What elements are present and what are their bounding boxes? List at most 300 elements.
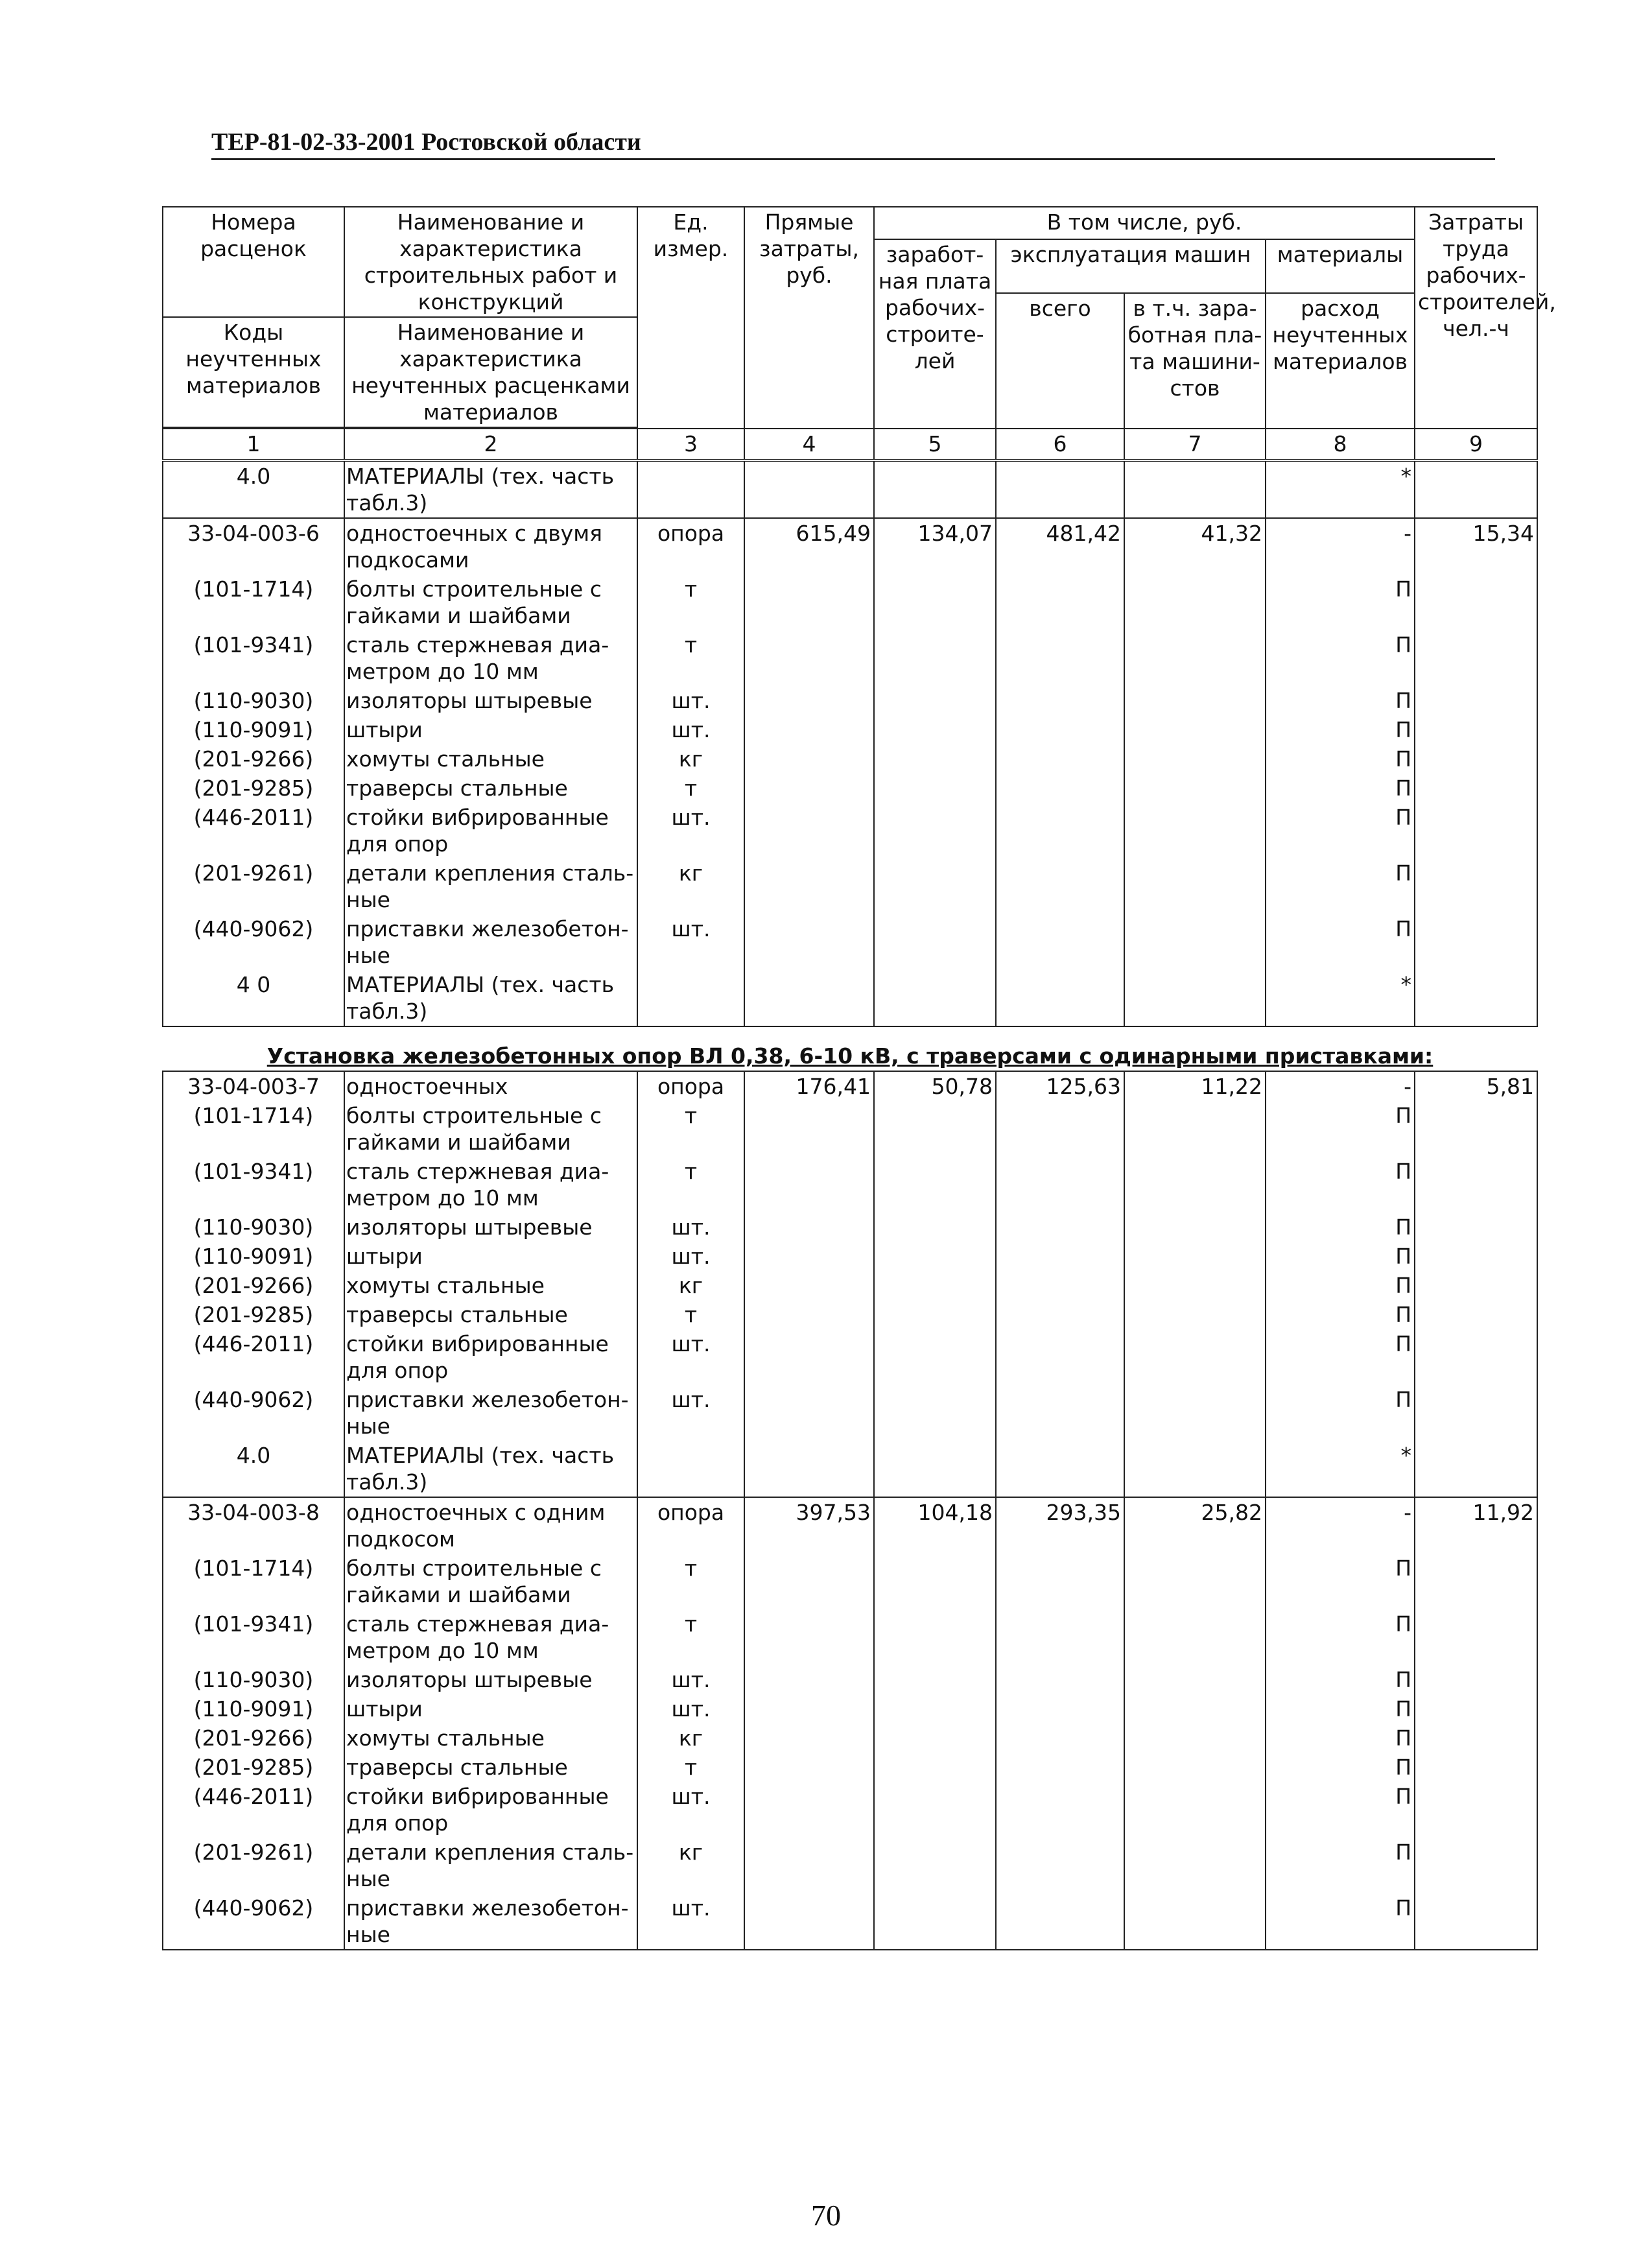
rate-code: (446-2011)	[163, 1329, 344, 1385]
wage-cell	[874, 970, 996, 1026]
table-row	[163, 858, 1537, 914]
wage-cell	[874, 1753, 996, 1782]
labor-cell	[1415, 1554, 1537, 1609]
rate-code: (110-9030)	[163, 1213, 344, 1242]
materials-cell: П	[1266, 1300, 1415, 1329]
materials-cell: П	[1266, 715, 1415, 744]
direct-cost-cell	[744, 1441, 874, 1497]
item-name: приставки железобетон-ные	[344, 914, 637, 970]
direct-cost-cell	[744, 574, 874, 630]
item-name: одностоечных с одним подкосом	[344, 1497, 637, 1554]
table-row	[163, 1101, 1537, 1157]
wage-cell	[874, 1385, 996, 1441]
labor-cell	[1415, 744, 1537, 774]
wage-cell	[874, 630, 996, 686]
table-row	[163, 686, 1537, 715]
unit-cell: шт.	[637, 715, 744, 744]
machinist-wage-cell	[1124, 1329, 1266, 1385]
machine-cost-cell	[996, 1694, 1124, 1723]
materials-cell: П	[1266, 1213, 1415, 1242]
materials-cell: П	[1266, 1385, 1415, 1441]
wage-cell	[874, 1329, 996, 1385]
wage-cell	[874, 574, 996, 630]
labor-cell	[1415, 914, 1537, 970]
labor-cell	[1415, 1609, 1537, 1665]
rate-code: 33-04-003-7	[163, 1071, 344, 1101]
materials-cell: П	[1266, 1723, 1415, 1753]
direct-cost-cell: 397,53	[744, 1497, 874, 1554]
materials-cell: П	[1266, 686, 1415, 715]
labor-cell	[1415, 1782, 1537, 1838]
direct-cost-cell	[744, 1329, 874, 1385]
machine-cost-cell	[996, 1782, 1124, 1838]
unit-cell: кг	[637, 858, 744, 914]
machine-cost-cell: 125,63	[996, 1071, 1124, 1101]
item-name: болты строительные с гайками и шайбами	[344, 574, 637, 630]
machinist-wage-cell	[1124, 1554, 1266, 1609]
machine-cost-cell	[996, 1329, 1124, 1385]
direct-cost-cell	[744, 744, 874, 774]
unit-cell: кг	[637, 1838, 744, 1893]
direct-cost-cell	[744, 1300, 874, 1329]
direct-cost-cell	[744, 1694, 874, 1723]
rate-code: 33-04-003-8	[163, 1497, 344, 1554]
wage-cell: 50,78	[874, 1071, 996, 1101]
machine-cost-cell	[996, 1157, 1124, 1213]
machine-cost-cell	[996, 630, 1124, 686]
materials-cell: П	[1266, 1782, 1415, 1838]
wage-cell	[874, 715, 996, 744]
table-body	[163, 460, 1537, 1950]
unit-cell: т	[637, 1157, 744, 1213]
item-name: хомуты стальные	[344, 1271, 637, 1300]
machinist-wage-cell	[1124, 1271, 1266, 1300]
unit-cell: шт.	[637, 686, 744, 715]
machine-cost-cell	[996, 1893, 1124, 1950]
machine-cost-cell	[996, 1838, 1124, 1893]
direct-cost-cell	[744, 1753, 874, 1782]
machinist-wage-cell	[1124, 914, 1266, 970]
machinist-wage-cell	[1124, 1753, 1266, 1782]
wage-cell	[874, 1554, 996, 1609]
direct-cost-cell: 615,49	[744, 518, 874, 574]
column-number: 2	[344, 429, 637, 460]
rate-code: 4.0	[163, 460, 344, 518]
materials-cell: П	[1266, 774, 1415, 803]
wage-cell	[874, 1694, 996, 1723]
unit-cell: т	[637, 574, 744, 630]
materials-cell: П	[1266, 1271, 1415, 1300]
table-header	[163, 207, 1556, 460]
item-name: штыри	[344, 1242, 637, 1271]
machinist-wage-cell	[1124, 630, 1266, 686]
materials-cell: -	[1266, 1071, 1415, 1101]
table-row	[163, 1071, 1537, 1101]
rates-table	[162, 206, 1556, 1950]
column-number: 9	[1415, 429, 1537, 460]
labor-cell	[1415, 1271, 1537, 1300]
item-name: изоляторы штыревые	[344, 1213, 637, 1242]
item-name: стойки вибрированные для опор	[344, 1782, 637, 1838]
direct-cost-cell	[744, 1665, 874, 1694]
unit-cell: опора	[637, 518, 744, 574]
table-row	[163, 1893, 1537, 1950]
table-row	[163, 914, 1537, 970]
item-name: одностоечных с двумя подкосами	[344, 518, 637, 574]
item-name: хомуты стальные	[344, 744, 637, 774]
header-direct-costs: Прямые затраты, руб.	[744, 207, 874, 429]
column-number: 8	[1266, 429, 1415, 460]
wage-cell	[874, 803, 996, 858]
table-row	[163, 1300, 1537, 1329]
materials-cell: -	[1266, 518, 1415, 574]
materials-cell: П	[1266, 1893, 1415, 1950]
materials-cell: *	[1266, 970, 1415, 1026]
machinist-wage-cell	[1124, 1213, 1266, 1242]
wage-cell	[874, 914, 996, 970]
rate-code: (101-1714)	[163, 1101, 344, 1157]
header-machines-total: всего	[996, 293, 1124, 429]
unit-cell: шт.	[637, 1242, 744, 1271]
rate-code: (101-1714)	[163, 1554, 344, 1609]
machinist-wage-cell	[1124, 744, 1266, 774]
machine-cost-cell: 481,42	[996, 518, 1124, 574]
direct-cost-cell	[744, 630, 874, 686]
table-row	[163, 1665, 1537, 1694]
table-row	[163, 970, 1537, 1026]
machine-cost-cell	[996, 686, 1124, 715]
rate-code: 33-04-003-6	[163, 518, 344, 574]
rate-code: (101-9341)	[163, 1157, 344, 1213]
materials-cell: П	[1266, 1157, 1415, 1213]
machine-cost-cell	[996, 1242, 1124, 1271]
direct-cost-cell	[744, 1242, 874, 1271]
labor-cell	[1415, 1838, 1537, 1893]
wage-cell	[874, 1157, 996, 1213]
rate-code: 4.0	[163, 1441, 344, 1497]
machinist-wage-cell	[1124, 460, 1266, 518]
machine-cost-cell	[996, 858, 1124, 914]
unit-cell: т	[637, 1300, 744, 1329]
table-row	[163, 630, 1537, 686]
item-name: стойки вибрированные для опор	[344, 1329, 637, 1385]
item-name: траверсы стальные	[344, 774, 637, 803]
labor-cell	[1415, 1213, 1537, 1242]
wage-cell	[874, 686, 996, 715]
item-name: сталь стержневая диа-метром до 10 мм	[344, 1157, 637, 1213]
wage-cell	[874, 1893, 996, 1950]
table-row	[163, 1694, 1537, 1723]
materials-cell: П	[1266, 1838, 1415, 1893]
rate-code: (201-9285)	[163, 774, 344, 803]
rate-code: (110-9030)	[163, 686, 344, 715]
unit-cell: т	[637, 774, 744, 803]
machine-cost-cell	[996, 1609, 1124, 1665]
machinist-wage-cell	[1124, 1157, 1266, 1213]
unit-cell: кг	[637, 1723, 744, 1753]
table-row	[163, 1329, 1537, 1385]
item-name: МАТЕРИАЛЫ (тех. часть табл.3)	[344, 460, 637, 518]
header-rate-numbers: Номера расценок	[163, 207, 344, 317]
rate-code: (201-9266)	[163, 1271, 344, 1300]
labor-cell	[1415, 1157, 1537, 1213]
unit-cell: т	[637, 1554, 744, 1609]
direct-cost-cell	[744, 686, 874, 715]
unit-cell: шт.	[637, 1329, 744, 1385]
rate-code: (101-1714)	[163, 574, 344, 630]
machine-cost-cell	[996, 1385, 1124, 1441]
unit-cell: шт.	[637, 1893, 744, 1950]
table-row	[163, 1554, 1537, 1609]
machinist-wage-cell	[1124, 1694, 1266, 1723]
column-number: 3	[637, 429, 744, 460]
machinist-wage-cell	[1124, 774, 1266, 803]
unit-cell	[637, 1441, 744, 1497]
table-row	[163, 1385, 1537, 1441]
wage-cell	[874, 1782, 996, 1838]
table-row	[163, 1271, 1537, 1300]
table-row	[163, 518, 1537, 574]
direct-cost-cell	[744, 715, 874, 744]
machinist-wage-cell: 11,22	[1124, 1071, 1266, 1101]
wage-cell	[874, 744, 996, 774]
labor-cell	[1415, 460, 1537, 518]
item-name: болты строительные с гайками и шайбами	[344, 1101, 637, 1157]
materials-cell: П	[1266, 914, 1415, 970]
materials-cell: П	[1266, 1753, 1415, 1782]
table-row	[163, 1838, 1537, 1893]
column-number: 7	[1124, 429, 1266, 460]
item-name: детали крепления сталь-ные	[344, 858, 637, 914]
labor-cell	[1415, 1723, 1537, 1753]
labor-cell	[1415, 774, 1537, 803]
item-name: приставки железобетон-ные	[344, 1385, 637, 1441]
rate-code: (101-9341)	[163, 630, 344, 686]
wage-cell	[874, 1242, 996, 1271]
unit-cell: кг	[637, 744, 744, 774]
wage-cell	[874, 1838, 996, 1893]
wage-cell	[874, 858, 996, 914]
rate-code: (201-9285)	[163, 1300, 344, 1329]
rate-code: (201-9285)	[163, 1753, 344, 1782]
rate-code: (201-9261)	[163, 1838, 344, 1893]
direct-cost-cell	[744, 774, 874, 803]
header-materials: материалы	[1266, 239, 1415, 293]
machine-cost-cell	[996, 1213, 1124, 1242]
materials-cell: П	[1266, 1665, 1415, 1694]
materials-cell: П	[1266, 803, 1415, 858]
direct-cost-cell	[744, 1723, 874, 1753]
labor-cell	[1415, 630, 1537, 686]
machine-cost-cell	[996, 803, 1124, 858]
machinist-wage-cell	[1124, 970, 1266, 1026]
machinist-wage-cell	[1124, 1300, 1266, 1329]
unit-cell	[637, 460, 744, 518]
header-machine-operation: эксплуатация машин	[996, 239, 1266, 293]
labor-cell	[1415, 1694, 1537, 1723]
rate-code: (201-9266)	[163, 744, 344, 774]
machine-cost-cell	[996, 970, 1124, 1026]
machine-cost-cell	[996, 1271, 1124, 1300]
table-row	[163, 460, 1537, 518]
section-title: Установка железобетонных опор ВЛ 0,38, 6-10 кВ, с траверсами с одинарными приставками:	[163, 1026, 1537, 1071]
machine-cost-cell	[996, 715, 1124, 744]
machine-cost-cell	[996, 1753, 1124, 1782]
header-material-codes: Коды неучтенных материалов	[163, 317, 344, 427]
machine-cost-cell	[996, 914, 1124, 970]
direct-cost-cell	[744, 1554, 874, 1609]
table-row	[163, 803, 1537, 858]
item-name: стойки вибрированные для опор	[344, 803, 637, 858]
direct-cost-cell	[744, 858, 874, 914]
machine-cost-cell	[996, 460, 1124, 518]
item-name: детали крепления сталь-ные	[344, 1838, 637, 1893]
item-name: сталь стержневая диа-метром до 10 мм	[344, 1609, 637, 1665]
machinist-wage-cell	[1124, 1782, 1266, 1838]
materials-cell: П	[1266, 744, 1415, 774]
table-row	[163, 1497, 1537, 1554]
unit-cell: опора	[637, 1497, 744, 1554]
labor-cell	[1415, 858, 1537, 914]
table-row	[163, 1213, 1537, 1242]
machinist-wage-cell	[1124, 1242, 1266, 1271]
direct-cost-cell	[744, 803, 874, 858]
table-row	[163, 1723, 1537, 1753]
column-number: 1	[163, 429, 344, 460]
item-name: одностоечных	[344, 1071, 637, 1101]
unit-cell: кг	[637, 1271, 744, 1300]
column-numbers-row	[163, 429, 1537, 460]
table-row	[163, 774, 1537, 803]
rate-code: (110-9091)	[163, 715, 344, 744]
wage-cell	[874, 1300, 996, 1329]
machinist-wage-cell	[1124, 1893, 1266, 1950]
machinist-wage-cell	[1124, 1723, 1266, 1753]
item-name: хомуты стальные	[344, 1723, 637, 1753]
materials-cell: П	[1266, 1242, 1415, 1271]
machine-cost-cell	[996, 1723, 1124, 1753]
table-row	[163, 744, 1537, 774]
wage-cell	[874, 1271, 996, 1300]
item-name: изоляторы штыревые	[344, 1665, 637, 1694]
direct-cost-cell	[744, 1271, 874, 1300]
labor-cell	[1415, 1101, 1537, 1157]
labor-cell	[1415, 1753, 1537, 1782]
direct-cost-cell	[744, 1838, 874, 1893]
materials-cell: П	[1266, 574, 1415, 630]
machine-cost-cell	[996, 1101, 1124, 1157]
machinist-wage-cell	[1124, 574, 1266, 630]
wage-cell	[874, 1665, 996, 1694]
page-header: ТЕР-81-02-33-2001 Ростовской области	[211, 127, 1495, 160]
item-name: траверсы стальные	[344, 1300, 637, 1329]
direct-cost-cell	[744, 1609, 874, 1665]
section-row	[163, 1026, 1537, 1071]
rate-code: (446-2011)	[163, 1782, 344, 1838]
materials-cell: П	[1266, 858, 1415, 914]
direct-cost-cell	[744, 1213, 874, 1242]
rate-code: (201-9261)	[163, 858, 344, 914]
labor-cell	[1415, 970, 1537, 1026]
direct-cost-cell: 176,41	[744, 1071, 874, 1101]
materials-cell: П	[1266, 1101, 1415, 1157]
header-unit: Ед. измер.	[637, 207, 744, 429]
rate-code: (101-9341)	[163, 1609, 344, 1665]
materials-cell: П	[1266, 630, 1415, 686]
wage-cell: 104,18	[874, 1497, 996, 1554]
direct-cost-cell	[744, 1893, 874, 1950]
labor-cell	[1415, 1242, 1537, 1271]
unit-cell: т	[637, 630, 744, 686]
labor-cell: 11,92	[1415, 1497, 1537, 1554]
unit-cell: т	[637, 1609, 744, 1665]
table-row	[163, 1753, 1537, 1782]
rate-code: (440-9062)	[163, 914, 344, 970]
table-row	[163, 1157, 1537, 1213]
labor-cell	[1415, 1385, 1537, 1441]
item-name: МАТЕРИАЛЫ (тех. часть табл.3)	[344, 970, 637, 1026]
wage-cell	[874, 1441, 996, 1497]
item-name: штыри	[344, 715, 637, 744]
machinist-wage-cell	[1124, 1385, 1266, 1441]
machinist-wage-cell	[1124, 803, 1266, 858]
labor-cell	[1415, 1893, 1537, 1950]
labor-cell: 5,81	[1415, 1071, 1537, 1101]
machinist-wage-cell	[1124, 1665, 1266, 1694]
labor-cell	[1415, 1329, 1537, 1385]
table-row	[163, 574, 1537, 630]
materials-cell: П	[1266, 1694, 1415, 1723]
machine-cost-cell	[996, 1665, 1124, 1694]
wage-cell	[874, 1609, 996, 1665]
unit-cell: шт.	[637, 1694, 744, 1723]
labor-cell	[1415, 803, 1537, 858]
labor-cell	[1415, 574, 1537, 630]
rate-code: (110-9091)	[163, 1694, 344, 1723]
materials-cell: П	[1266, 1554, 1415, 1609]
direct-cost-cell	[744, 1157, 874, 1213]
item-name: МАТЕРИАЛЫ (тех. часть табл.3)	[344, 1441, 637, 1497]
column-number: 6	[996, 429, 1124, 460]
materials-cell: *	[1266, 460, 1415, 518]
labor-cell	[1415, 686, 1537, 715]
wage-cell	[874, 1723, 996, 1753]
machine-cost-cell	[996, 1441, 1124, 1497]
unit-cell: т	[637, 1753, 744, 1782]
rate-code: (201-9266)	[163, 1723, 344, 1753]
item-name: изоляторы штыревые	[344, 686, 637, 715]
item-name: сталь стержневая диа-метром до 10 мм	[344, 630, 637, 686]
machinist-wage-cell	[1124, 1441, 1266, 1497]
unit-cell: шт.	[637, 1782, 744, 1838]
wage-cell	[874, 1101, 996, 1157]
item-name: штыри	[344, 1694, 637, 1723]
machinist-wage-cell	[1124, 715, 1266, 744]
header-material-description: Наименование и характеристика неучтенных расценками материалов	[344, 317, 637, 427]
header-worker-wage: заработ-ная плата рабочих-строите-лей	[874, 239, 996, 429]
machine-cost-cell: 293,35	[996, 1497, 1124, 1554]
column-number: 4	[744, 429, 874, 460]
table-row	[163, 1242, 1537, 1271]
rate-code: (440-9062)	[163, 1893, 344, 1950]
machinist-wage-cell	[1124, 858, 1266, 914]
direct-cost-cell	[744, 1101, 874, 1157]
unit-cell: шт.	[637, 914, 744, 970]
table-row	[163, 1782, 1537, 1838]
machinist-wage-cell	[1124, 1101, 1266, 1157]
table-row	[163, 1441, 1537, 1497]
machinist-wage-cell	[1124, 686, 1266, 715]
